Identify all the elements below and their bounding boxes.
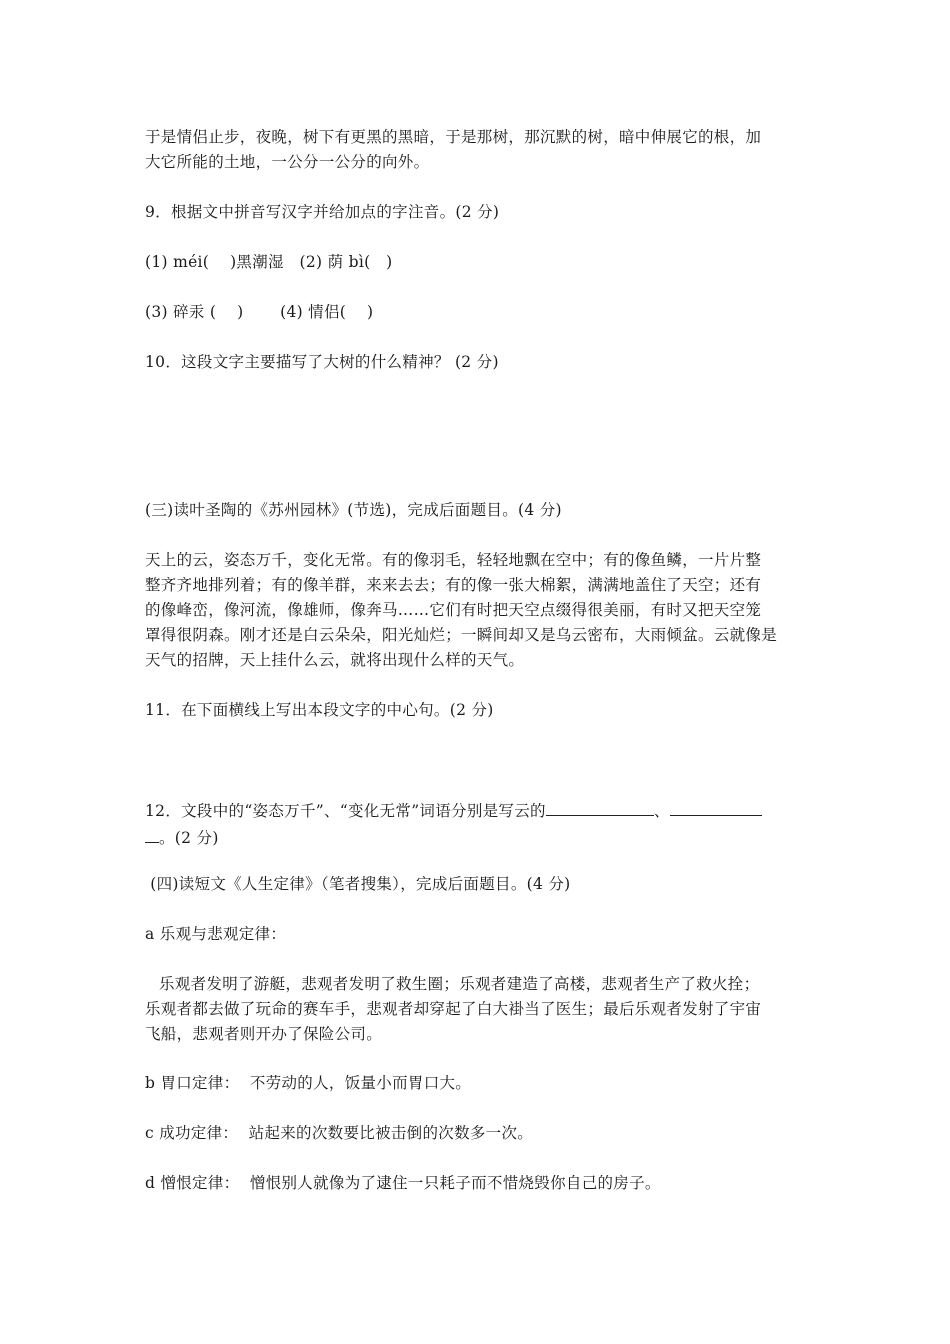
- law-b: b 胃口定律： 不劳动的人，饭量小而胃口大。: [145, 1074, 472, 1092]
- law-c: c 成功定律： 站起来的次数要比被击倒的次数多一次。: [145, 1124, 534, 1142]
- question-12-tail: 。(2 分): [159, 829, 219, 847]
- answer-blank-2-continuation[interactable]: [145, 824, 159, 843]
- question-12-prompt: 12．文段中的“姿态万千”、“变化无常”词语分别是写云的: [145, 802, 546, 820]
- passage-line: 的像峰峦，像河流，像雄师，像奔马……它们有时把天空点缀得很美丽，有时又把天空笼: [145, 601, 762, 619]
- passage-line: 于是情侣止步，夜晚，树下有更黑的黑暗，于是那树，那沉默的树，暗中伸展它的根，加: [145, 128, 762, 146]
- passage-line: 飞船，悲观者则开办了保险公司。: [145, 1025, 383, 1043]
- answer-blank-2[interactable]: [670, 797, 762, 816]
- section-4-heading: (四)读短文《人生定律》（笔者搜集），完成后面题目。(4 分): [145, 875, 571, 893]
- question-9-row-1: (1) méi( )黑潮湿 (2) 荫 bì( ): [145, 253, 393, 271]
- section-3-heading: (三)读叶圣陶的《苏州园林》(节选)，完成后面题目。(4 分): [145, 501, 562, 519]
- question-9-prompt: 9．根据文中拼音写汉字并给加点的字注音。(2 分): [145, 203, 500, 221]
- law-a-title: a 乐观与悲观定律：: [145, 925, 287, 943]
- passage-line: 整齐齐地排列着；有的像羊群，来来去去；有的像一张大棉絮，满满地盖住了天空；还有: [145, 576, 762, 594]
- question-11-prompt: 11．在下面横线上写出本段文字的中心句。(2 分): [145, 701, 494, 719]
- section-3-passage: [145, 548, 810, 673]
- passage-line: 天气的招牌，天上挂什么云，就将出现什么样的天气。: [145, 651, 525, 669]
- question-10-prompt: 10．这段文字主要描写了大树的什么精神？ (2 分): [145, 353, 499, 371]
- passage-line: 乐观者发明了游艇，悲观者发明了救生圈；乐观者建造了高楼，悲观者生产了救火拴；: [159, 975, 760, 993]
- law-a-text: [145, 972, 810, 1047]
- answer-blank-1[interactable]: [546, 797, 654, 816]
- blank-separator: 、: [653, 802, 670, 820]
- question-9-row-2: (3) 碎汞 ( ) (4) 情侣( ): [145, 303, 374, 321]
- passage-line: 罩得很阴森。刚才还是白云朵朵，阳光灿烂；一瞬间却又是乌云密布，大雨倾盆。云就像是: [145, 626, 778, 644]
- passage-line: 乐观者都去做了玩命的赛车手，悲观者却穿起了白大褂当了医生；最后乐观者发射了宇宙: [145, 1000, 762, 1018]
- passage-line: 天上的云，姿态万千，变化无常。有的像羽毛，轻轻地飘在空中；有的像鱼鳞，一片片整: [145, 551, 762, 569]
- question-12: [145, 797, 810, 851]
- law-d: d 憎恨定律： 憎恨别人就像为了逮住一只耗子而不惜烧毁你自己的房子。: [145, 1174, 661, 1192]
- passage-tree: [145, 125, 810, 175]
- passage-line: 大它所能的土地，一公分一公分的向外。: [145, 153, 430, 171]
